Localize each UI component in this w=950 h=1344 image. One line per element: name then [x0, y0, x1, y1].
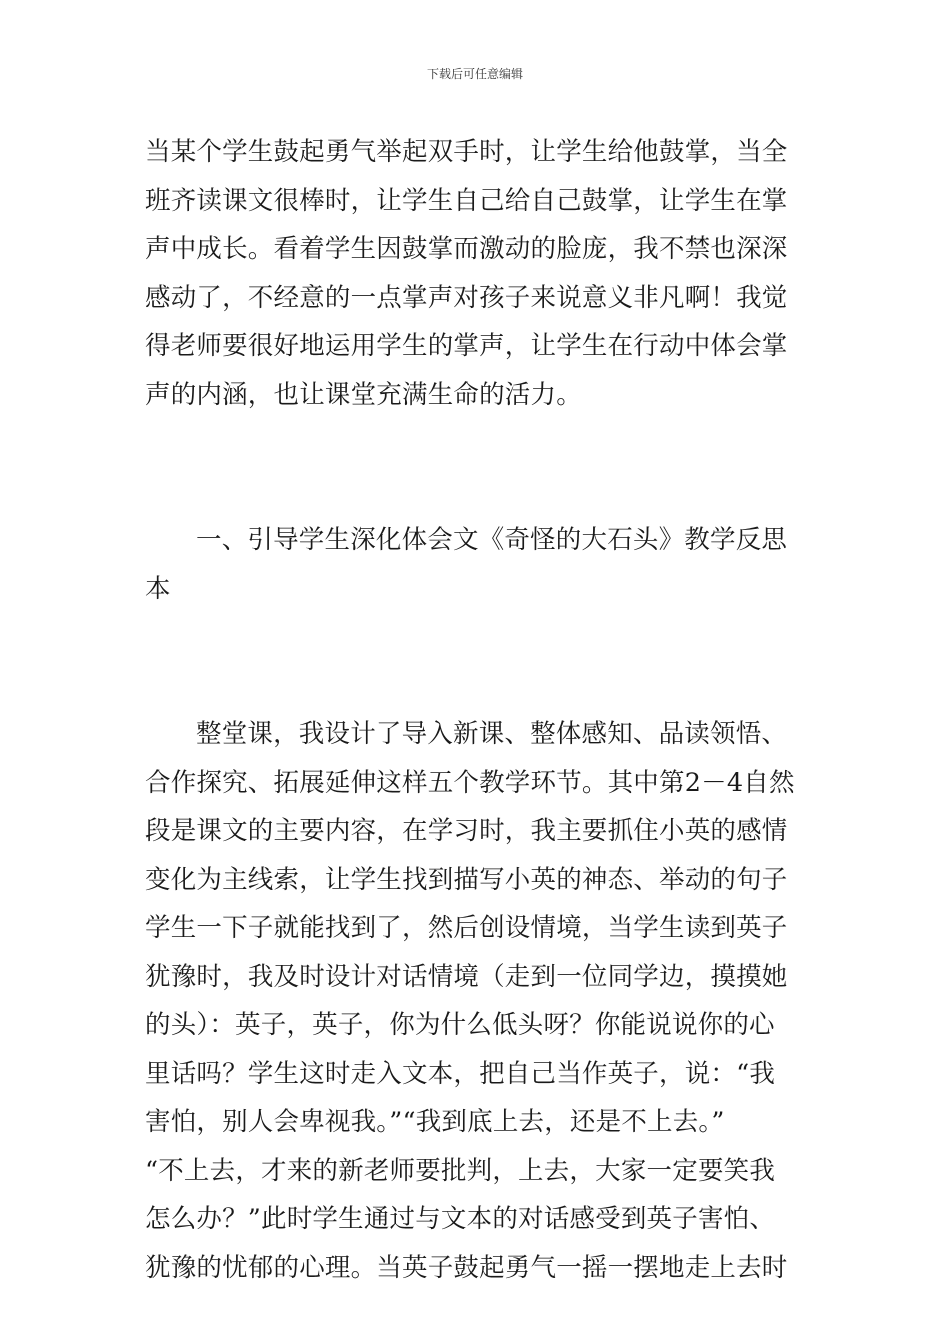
text-line: 感动了，不经意的一点掌声对孩子来说意义非凡啊！我觉: [145, 282, 788, 313]
text-line: 学生一下子就能找到了，然后创设情境，当学生读到英子: [145, 913, 788, 943]
text-line: 合作探究、拓展延伸这样五个教学环节。其中第2－4自然: [145, 767, 795, 798]
document-body: [145, 128, 815, 1292]
text-line: 声的内涵，也让课堂充满生命的活力。: [145, 379, 582, 410]
text-line: 声中成长。看着学生因鼓掌而激动的脸庞，我不禁也深深: [145, 234, 788, 264]
text-line: 犹豫时，我及时设计对话情境（走到一位同学边，摸摸她: [145, 961, 788, 992]
text-line: 得老师要很好地运用学生的掌声，让学生在行动中体会掌: [145, 331, 788, 361]
text-line: 整堂课，我设计了导入新课、整体感知、品读领悟、: [196, 719, 788, 749]
heading-line: 本: [145, 573, 171, 604]
paragraph-gap: [145, 613, 815, 710]
text-line: 犹豫的忧郁的心理。当英子鼓起勇气一摇一摆地走上去时: [145, 1252, 788, 1283]
paragraph-1: [145, 128, 815, 419]
text-line: 怎么办？”此时学生通过与文本的对话感受到英子害怕、: [145, 1204, 776, 1234]
section-heading: [145, 516, 815, 613]
paragraph-gap: [145, 419, 815, 516]
text-line: 的头）：英子，英子，你为什么低头呀？你能说说你的心: [145, 1010, 775, 1040]
heading-line: 一、引导学生深化体会文《奇怪的大石头》教学反思: [196, 525, 788, 555]
text-line: “不上去，才来的新老师要批判，上去，大家一定要笑我: [145, 1155, 776, 1186]
paragraph-3: [145, 710, 815, 1292]
text-line: 班齐读课文很棒时，让学生自己给自己鼓掌，让学生在掌: [145, 185, 788, 216]
text-line: 变化为主线索，让学生找到描写小英的神态、举动的句子: [145, 864, 788, 895]
text-line: 段是课文的主要内容，在学习时，我主要抓住小英的感情: [145, 816, 788, 846]
page-header: 下载后可任意编辑: [426, 67, 523, 81]
text-line: 害怕，别人会卑视我。”“我到底上去，还是不上去。”: [145, 1107, 725, 1137]
text-line: 当某个学生鼓起勇气举起双手时，让学生给他鼓掌，当全: [145, 137, 788, 167]
text-line: 里话吗？学生这时走入文本，把自己当作英子，说：“我: [145, 1058, 776, 1089]
